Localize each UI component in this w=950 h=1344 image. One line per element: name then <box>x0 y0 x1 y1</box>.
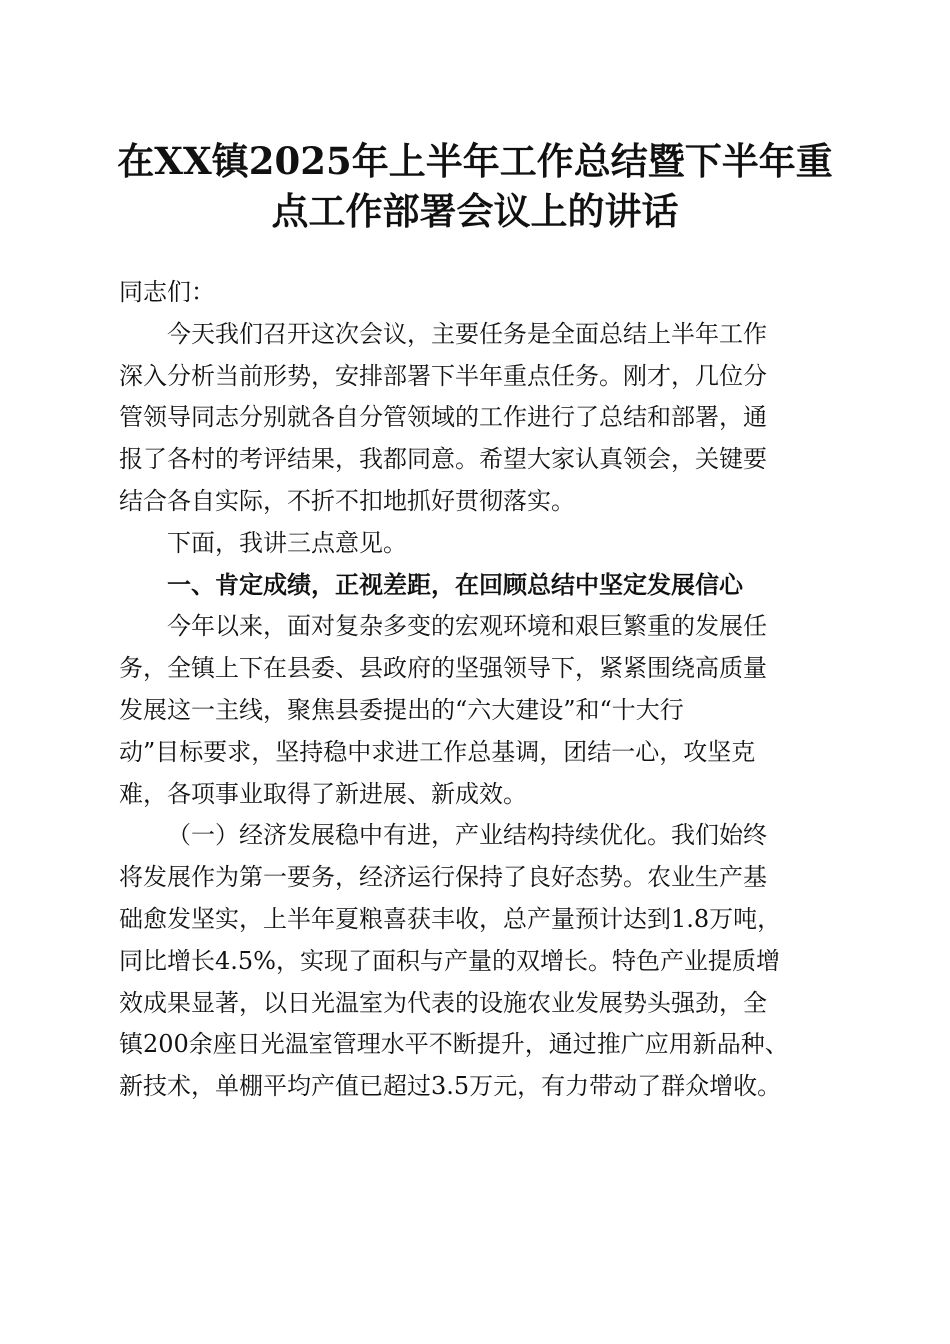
body-line: 深入分析当前形势，安排部署下半年重点任务。刚才，几位分 <box>119 361 767 390</box>
body-line: 同比增长4.5%，实现了面积与产量的双增长。特色产业提质增 <box>119 946 780 975</box>
body-line: 报了各村的考评结果，我都同意。希望大家认真领会，关键要 <box>119 445 767 474</box>
section-heading: 一、肯定成绩，正视差距，在回顾总结中坚定发展信心 <box>167 570 743 599</box>
body-line: 下面，我讲三点意见。 <box>167 528 407 557</box>
subsection-line: （一）经济发展稳中有进，产业结构持续优化。我们始终 <box>167 821 767 850</box>
body-line: 务，全镇上下在县委、县政府的坚强领导下，紧紧围绕高质量 <box>119 654 767 683</box>
body-line: 管领导同志分别就各自分管领域的工作进行了总结和部署，通 <box>119 403 767 432</box>
body-line: 镇200余座日光温室管理水平不断提升，通过推广应用新品种、 <box>119 1030 789 1059</box>
body-line: 础愈发坚实，上半年夏粮喜获丰收，总产量预计达到1.8万吨， <box>119 904 782 933</box>
document-title <box>100 136 850 236</box>
title-line-1: 在XX镇2025年上半年工作总结暨下半年重 <box>117 139 833 183</box>
body-line: 动”目标要求，坚持稳中求进工作总基调，团结一心，攻坚克 <box>119 737 756 766</box>
salutation: 同志们： <box>119 278 215 306</box>
body-line: 今天我们召开这次会议，主要任务是全面总结上半年工作 <box>167 319 767 348</box>
body-line: 发展这一主线，聚焦县委提出的“六大建设”和“十大行 <box>119 695 684 724</box>
body-line: 结合各自实际，不折不扣地抓好贯彻落实。 <box>119 486 575 515</box>
document-body <box>119 272 831 1108</box>
body-line: 新技术，单棚平均产值已超过3.5万元，有力带动了群众增收。 <box>119 1072 782 1101</box>
body-line: 将发展作为第一要务，经济运行保持了良好态势。农业生产基 <box>119 863 767 892</box>
title-line-2: 点工作部署会议上的讲话 <box>271 189 679 233</box>
body-line: 难，各项事业取得了新进展、新成效。 <box>119 779 527 808</box>
body-line: 效成果显著，以日光温室为代表的设施农业发展势头强劲，全 <box>119 988 767 1017</box>
body-line: 今年以来，面对复杂多变的宏观环境和艰巨繁重的发展任 <box>167 612 767 641</box>
